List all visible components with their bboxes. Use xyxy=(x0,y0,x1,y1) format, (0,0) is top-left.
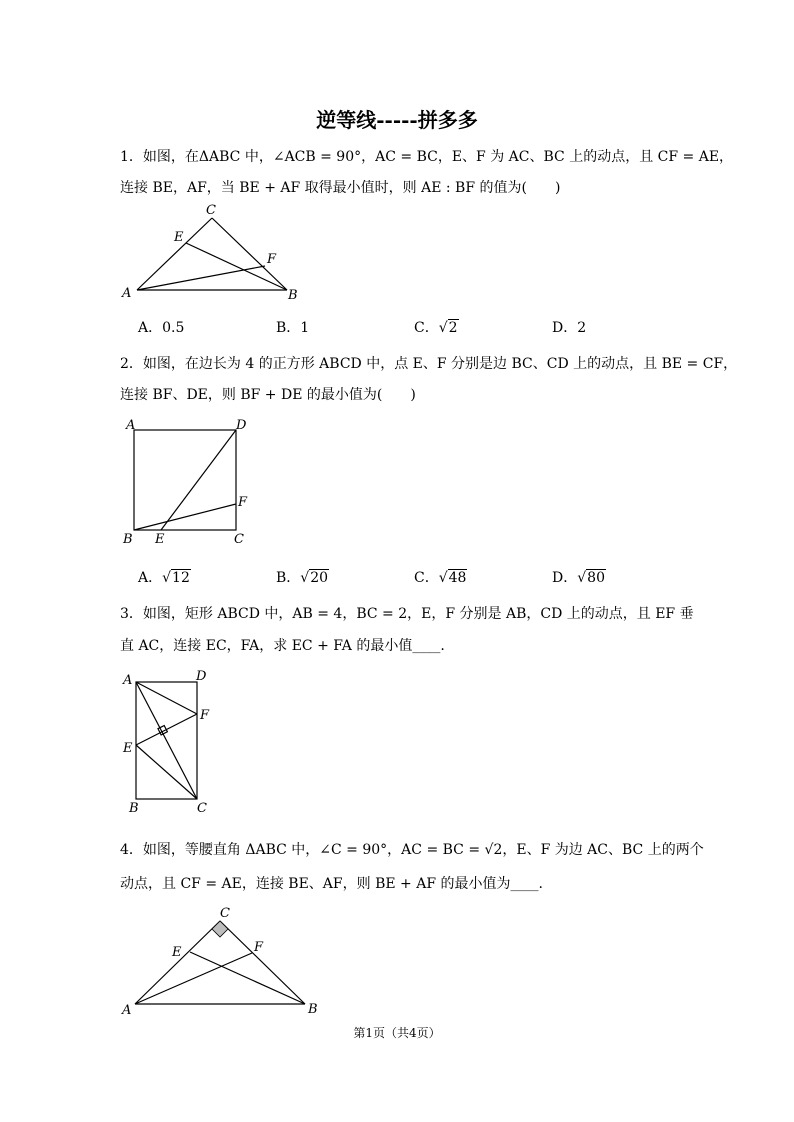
q4-text-line2: 动点，且 CF = AE，连接 BE、AF，则 BE + AF 的最小值为____. xyxy=(120,876,543,892)
q2-label-e: E xyxy=(155,532,165,547)
q1-choice-d[interactable]: D．2 xyxy=(552,320,587,336)
q1-label-c: C xyxy=(206,203,216,218)
q2-figure xyxy=(115,412,265,552)
q4-text-line1: 4．如图，等腰直角 ΔABC 中，∠C = 90°，AC = BC = √2，E、F 为边 AC、BC 上的两个 xyxy=(120,842,704,858)
q4-label-b: B xyxy=(308,1002,318,1017)
q3-label-e: E xyxy=(123,741,133,756)
q1-label-a: A xyxy=(122,286,132,301)
q2-text-line1: 2．如图，在边长为 4 的正方形 ABCD 中，点 E、F 分别是边 BC、CD 上的动点，且 BE = CF， xyxy=(120,356,738,372)
q4-right-angle-mark xyxy=(212,921,228,937)
q4-figure xyxy=(115,900,325,1020)
q1-choice-a[interactable]: A．0.5 xyxy=(138,320,185,336)
q1-text-line1: 1．如图，在ΔABC 中，∠ACB = 90°，AC = BC，E、F 为 AC、BC 上的动点，且 CF = AE， xyxy=(120,149,734,165)
q1-choice-c[interactable]: C．√2 xyxy=(414,320,458,336)
q2-label-f: F xyxy=(238,495,248,510)
page-footer: 第1页（共4页） xyxy=(353,1026,441,1040)
q2-label-d: D xyxy=(236,418,247,433)
q2-label-a: A xyxy=(126,418,136,433)
q1-label-e: E xyxy=(174,230,184,245)
q3-text-line1: 3．如图，矩形 ABCD 中，AB = 4，BC = 2，E，F 分别是 AB，CD 上的动点，且 EF 垂 xyxy=(120,606,694,622)
page-title: 逆等线-----拼多多 xyxy=(316,108,478,132)
q1-label-f: F xyxy=(267,252,277,267)
q2-choice-d[interactable]: D．√80 xyxy=(552,570,605,586)
q4-label-e: E xyxy=(172,945,182,960)
q3-label-c: C xyxy=(197,801,207,816)
q3-label-f: F xyxy=(200,708,210,723)
q2-label-c: C xyxy=(234,532,244,547)
q2-choices xyxy=(138,567,690,587)
q1-label-b: B xyxy=(288,288,298,303)
q4-label-f: F xyxy=(254,940,264,955)
q3-text-line2: 直 AC，连接 EC，FA，求 EC + FA 的最小值____. xyxy=(120,638,445,654)
q3-label-b: B xyxy=(129,801,139,816)
q2-choice-c[interactable]: C．√48 xyxy=(414,570,467,586)
q2-label-b: B xyxy=(123,532,133,547)
q3-figure xyxy=(115,665,225,817)
q1-choices xyxy=(138,317,690,337)
q3-label-d: D xyxy=(196,669,207,684)
q2-choice-b[interactable]: B．√20 xyxy=(276,570,329,586)
q1-figure xyxy=(115,200,315,305)
q2-text-line2: 连接 BF、DE，则 BF + DE 的最小值为( ) xyxy=(120,387,416,403)
q1-text-line2: 连接 BE，AF，当 BE + AF 取得最小值时，则 AE : BF 的值为( ) xyxy=(120,180,561,196)
q4-label-c: C xyxy=(220,906,230,921)
q2-choice-a[interactable]: A．√12 xyxy=(138,570,190,586)
q4-label-a: A xyxy=(122,1003,132,1018)
q1-choice-b[interactable]: B．1 xyxy=(276,320,310,336)
q3-label-a: A xyxy=(123,673,133,688)
